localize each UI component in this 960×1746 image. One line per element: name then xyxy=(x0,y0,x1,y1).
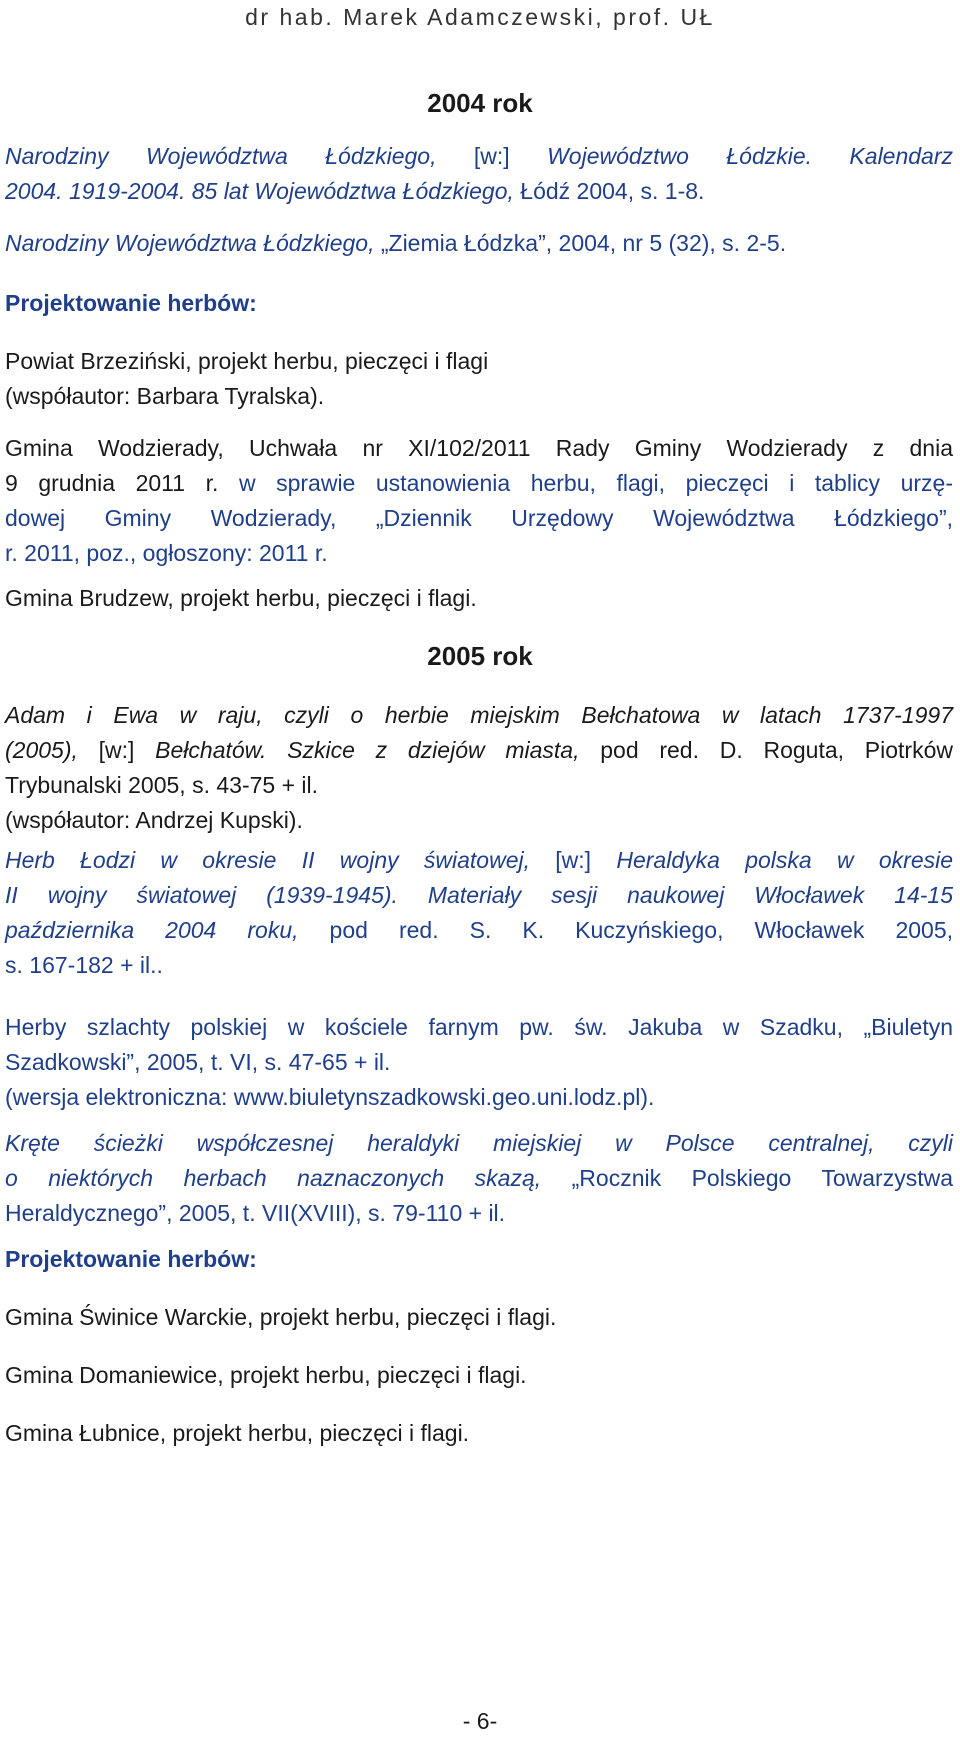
entry-title-cont: (2005), xyxy=(5,737,78,763)
entry-coauthor: (współautor: Andrzej Kupski). xyxy=(5,807,303,833)
entry-line xyxy=(5,1161,953,1196)
entry-book-title-cont: października 2004 roku, xyxy=(5,917,299,943)
entry-publication: pod red. S. K. Kuczyńskiego, Włocławek 2005, xyxy=(329,917,953,943)
entry-in-marker: [w:] xyxy=(473,143,510,169)
entry-2004-4 xyxy=(5,431,953,571)
entry-2004-3 xyxy=(5,344,953,414)
entry-2004-2-line xyxy=(5,226,953,261)
entry-line: dowej Gminy Wodzierady, „Dziennik Urzędowy Województwa Łódzkiego”, xyxy=(5,505,953,531)
entry-publication: Łódź 2004, s. 1-8. xyxy=(520,178,705,204)
entry-2005-3 xyxy=(5,1010,953,1115)
entry-book-title: Bełchatów. Szkice z dziejów miasta, xyxy=(155,737,580,763)
entry-line xyxy=(5,733,953,768)
entry-book-title-cont: 2004. 1919-2004. 85 lat Województwa Łódzkiego, xyxy=(5,178,514,204)
section-title-2005: 2005 rok xyxy=(427,641,533,671)
subheading-projektowanie-2004: Projektowanie herbów: xyxy=(5,290,257,316)
entry-title-cont: o niektórych herbach naznaczonych skazą, xyxy=(5,1165,542,1191)
entry-2005-2 xyxy=(5,843,953,983)
entry-title: Narodziny Województwa Łódzkiego, xyxy=(5,230,375,256)
entry-book-title: Województwo Łódzkie. Kalendarz xyxy=(547,143,953,169)
entry-line: Powiat Brzeziński, projekt herbu, pieczęci i flagi xyxy=(5,348,489,374)
entry-2004-1-line2 xyxy=(5,174,953,209)
entry-text-blue: w sprawie ustanowienia herbu, flagi, pieczęci i tablicy urzę- xyxy=(238,470,953,496)
entry-publication-cont: Trybunalski 2005, s. 43-75 + il. xyxy=(5,772,319,798)
entry-line: Herby szlachty polskiej w kościele farnym pw. św. Jakuba w Szadku, „Biuletyn xyxy=(5,1014,953,1040)
entry-line: Gmina Wodzierady, Uchwała nr XI/102/2011 Rady Gminy Wodzierady z dnia xyxy=(5,435,953,461)
entry-2005-4 xyxy=(5,1126,953,1231)
entry-book-title: Heraldyka polska w okresie xyxy=(616,847,954,873)
entry-line xyxy=(5,913,953,948)
entry-title: Adam i Ewa w raju, czyli o herbie miejskim Bełchatowa w latach 1737-1997 xyxy=(5,702,953,728)
entry-2004-1 xyxy=(5,139,953,209)
entry-2005-6: Gmina Domaniewice, projekt herbu, pieczęci i flagi. xyxy=(5,1362,527,1388)
entry-publication: „Ziemia Łódzka”, 2004, nr 5 (32), s. 2-5. xyxy=(380,230,787,256)
entry-2005-1 xyxy=(5,698,953,838)
entry-publication: pod red. D. Roguta, Piotrków xyxy=(600,737,953,763)
entry-line: Szadkowski”, 2005, t. VI, s. 47-65 + il. xyxy=(5,1049,391,1075)
entry-2005-7: Gmina Łubnice, projekt herbu, pieczęci i flagi. xyxy=(5,1420,470,1446)
entry-line xyxy=(5,843,953,878)
entry-in-marker: [w:] xyxy=(555,847,592,873)
entry-2005-5: Gmina Świnice Warckie, projekt herbu, pieczęci i flagi. xyxy=(5,1304,557,1330)
page-number: - 6- xyxy=(462,1708,498,1734)
subheading-projektowanie-2005: Projektowanie herbów: xyxy=(5,1246,257,1272)
entry-2004-5: Gmina Brudzew, projekt herbu, pieczęci i flagi. xyxy=(5,585,477,611)
entry-publication: „Rocznik Polskiego Towarzystwa xyxy=(571,1165,954,1191)
entry-in-marker: [w:] xyxy=(98,737,135,763)
entry-2004-1-line1 xyxy=(5,139,953,174)
entry-title: Narodziny Województwa Łódzkiego, xyxy=(5,143,437,169)
entry-publication-cont: Heraldycznego”, 2005, t. VII(XVIII), s. 79-110 + il. xyxy=(5,1200,506,1226)
entry-text-gray: 9 grudnia 2011 r. xyxy=(5,470,219,496)
entry-line: (współautor: Barbara Tyralska). xyxy=(5,383,325,409)
entry-line: (wersja elektroniczna: www.biuletynszadkowski.geo.uni.lodz.pl). xyxy=(5,1084,655,1110)
section-title-2004: 2004 rok xyxy=(427,88,533,118)
entry-title: Kręte ścieżki współczesnej heraldyki miejskiej w Polsce centralnej, czyli xyxy=(5,1130,953,1156)
entry-line: r. 2011, poz., ogłoszony: 2011 r. xyxy=(5,540,328,566)
entry-book-title-cont: II wojny światowej (1939-1945). Materiały sesji naukowej Włocławek 14-15 xyxy=(5,882,953,908)
entry-publication-cont: s. 167-182 + il.. xyxy=(5,952,163,978)
page-header: dr hab. Marek Adamczewski, prof. UŁ xyxy=(245,4,715,30)
entry-title: Herb Łodzi w okresie II wojny światowej, xyxy=(5,847,530,873)
entry-line xyxy=(5,466,953,501)
entry-2004-2 xyxy=(5,226,953,261)
